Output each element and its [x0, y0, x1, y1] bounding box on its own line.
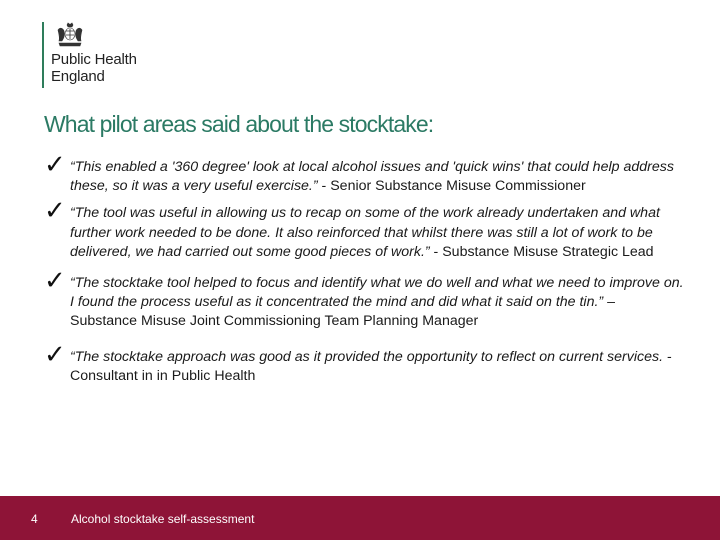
royal-crest-icon — [55, 22, 85, 48]
quote-text: “The stocktake tool helped to focus and identify what we do well and what we need to improve on. I found the process useful as it concentrated the mind and did what it said on the tin.” — [70, 275, 684, 311]
checkmark-icon: ✓ — [44, 196, 66, 227]
page-number: 4 — [31, 512, 38, 526]
phe-logo — [42, 22, 137, 88]
footer-bar — [0, 496, 720, 540]
checkmark-icon: ✓ — [44, 339, 66, 370]
quote-item — [44, 196, 684, 262]
quote-text: “This enabled a '360 degree' look at local alcohol issues and 'quick wins' that could help address these, so it was a very useful exercise.” — [70, 159, 674, 195]
footer-title: Alcohol stocktake self-assessment — [71, 512, 255, 526]
quote-text: “The stocktake approach was good as it provided the opportunity to reflect on current services. — [70, 348, 664, 365]
quote-text: “The tool was useful in allowing us to recap on some of the work already undertaken and what further work needed to be done. It also reinforced that whilst there was still a lot of work to be delivered, we had carried out some good pieces of work.” — [70, 205, 660, 260]
checkmark-icon: ✓ — [44, 266, 66, 297]
logo-wordmark — [51, 51, 137, 85]
slide-title: What pilot areas said about the stocktake: — [44, 111, 434, 137]
quote-item — [44, 266, 684, 332]
quote-attribution: - Substance Misuse Strategic Lead — [429, 243, 654, 260]
checkmark-icon: ✓ — [44, 150, 66, 180]
quote-item — [44, 339, 684, 386]
quote-item — [44, 150, 684, 196]
quote-attribution: – Substance Misuse Joint Commissioning Team Planning Manager — [70, 294, 615, 330]
logo-line-1: Public Health — [51, 51, 137, 68]
logo-divider — [42, 22, 44, 88]
quote-attribution: - Consultant in in Public Health — [70, 348, 672, 384]
logo-line-2: England — [51, 68, 105, 85]
quote-list — [44, 150, 684, 386]
quote-attribution: - Senior Substance Misuse Commissioner — [317, 178, 586, 195]
